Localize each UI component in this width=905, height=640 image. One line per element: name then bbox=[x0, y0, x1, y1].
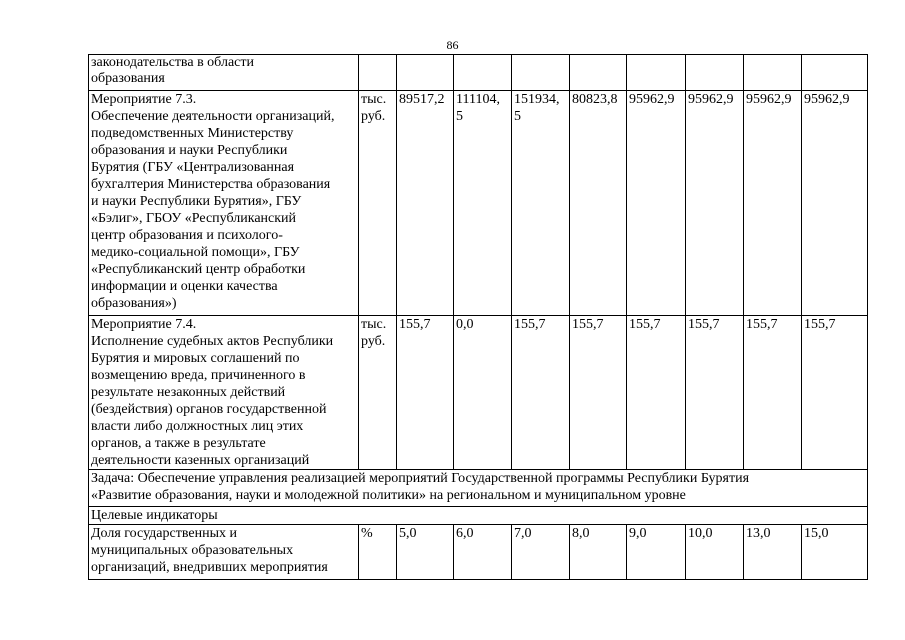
unit-cell bbox=[359, 55, 397, 91]
value-cell: 95962,9 bbox=[627, 91, 686, 316]
value-cell bbox=[686, 55, 744, 91]
value-cell: 89517,2 bbox=[397, 91, 454, 316]
row-name-cell: Мероприятие 7.4. Исполнение судебных актов Республики Бурятия и мировых соглашений по возмещению вреда, причиненного в результате незаконных действий (бездействия) органов государственной власти либо должностных лиц этих органов, а также в результате деятельности казенных организаций bbox=[89, 316, 359, 470]
value-cell: 0,0 bbox=[454, 316, 512, 470]
value-cell bbox=[802, 55, 868, 91]
value-cell: 13,0 bbox=[744, 525, 802, 580]
value-cell: 155,7 bbox=[512, 316, 570, 470]
value-cell: 8,0 bbox=[570, 525, 627, 580]
value-cell: 155,7 bbox=[570, 316, 627, 470]
unit-cell: тыс. руб. bbox=[359, 316, 397, 470]
value-cell bbox=[744, 55, 802, 91]
program-table bbox=[88, 54, 868, 580]
row-name-cell: законодательства в области образования bbox=[89, 55, 359, 91]
value-cell: 15,0 bbox=[802, 525, 868, 580]
value-cell bbox=[512, 55, 570, 91]
value-cell: 155,7 bbox=[397, 316, 454, 470]
value-cell bbox=[397, 55, 454, 91]
value-cell: 80823,8 bbox=[570, 91, 627, 316]
value-cell: 10,0 bbox=[686, 525, 744, 580]
table-row bbox=[89, 316, 868, 470]
value-cell: 151934, 5 bbox=[512, 91, 570, 316]
value-cell bbox=[454, 55, 512, 91]
value-cell: 5,0 bbox=[397, 525, 454, 580]
unit-cell: % bbox=[359, 525, 397, 580]
table-row bbox=[89, 507, 868, 525]
value-cell: 7,0 bbox=[512, 525, 570, 580]
table-row bbox=[89, 91, 868, 316]
value-cell: 6,0 bbox=[454, 525, 512, 580]
value-cell: 155,7 bbox=[686, 316, 744, 470]
row-name-cell: Мероприятие 7.3. Обеспечение деятельности организаций, подведомственных Министерству образования и науки Республики Бурятия (ГБУ «Централизованная бухгалтерия Министерства образования и науки Республики Бурятия», ГБУ «Бэлиг», ГБОУ «Республиканский центр образования и психолого- медико-социальной помощи», ГБУ «Республиканский центр обработки информации и оценки качества образования») bbox=[89, 91, 359, 316]
table-row bbox=[89, 470, 868, 507]
page-number: 86 bbox=[446, 38, 459, 52]
value-cell: 95962,9 bbox=[802, 91, 868, 316]
value-cell: 155,7 bbox=[802, 316, 868, 470]
unit-cell: тыс. руб. bbox=[359, 91, 397, 316]
value-cell: 95962,9 bbox=[686, 91, 744, 316]
task-row-cell: Задача: Обеспечение управления реализацией мероприятий Государственной программы Республики Бурятия «Развитие образования, науки и молодежной политики» на региональном и муниципальном уровне bbox=[89, 470, 868, 507]
value-cell: 95962,9 bbox=[744, 91, 802, 316]
value-cell bbox=[570, 55, 627, 91]
table-row bbox=[89, 55, 868, 91]
indicators-row-cell: Целевые индикаторы bbox=[89, 507, 868, 525]
row-name-cell: Доля государственных и муниципальных образовательных организаций, внедривших мероприятия bbox=[89, 525, 359, 580]
value-cell: 155,7 bbox=[744, 316, 802, 470]
value-cell: 9,0 bbox=[627, 525, 686, 580]
value-cell: 155,7 bbox=[627, 316, 686, 470]
value-cell: 111104, 5 bbox=[454, 91, 512, 316]
table-row bbox=[89, 525, 868, 580]
value-cell bbox=[627, 55, 686, 91]
